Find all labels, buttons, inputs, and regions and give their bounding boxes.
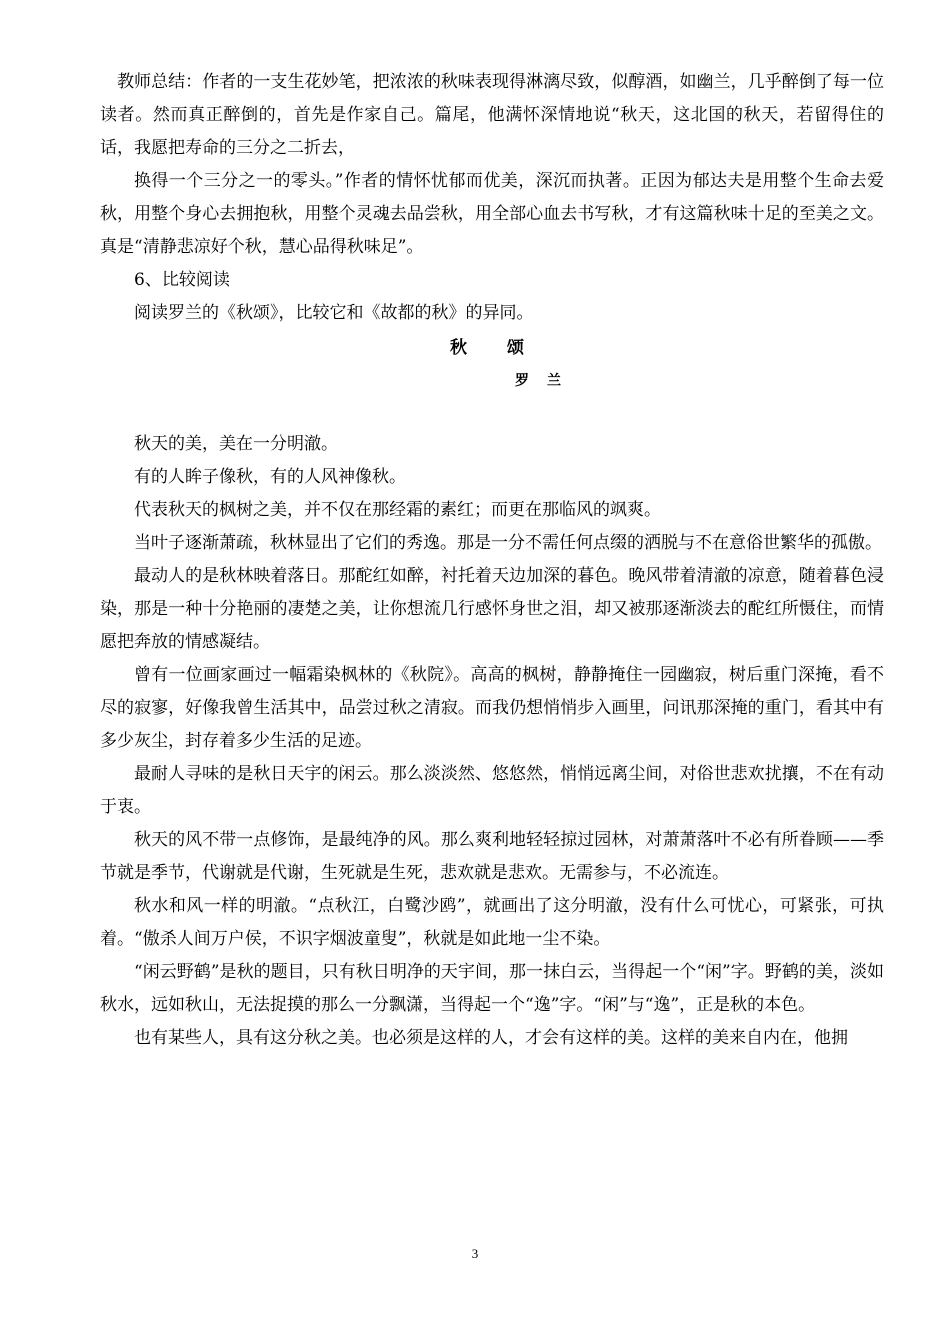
poem-paragraph: 代表秋天的枫树之美，并不仅在那经霜的素红；而更在那临风的飒爽。 <box>134 500 661 520</box>
poem-paragraph: “闲云野鹤”是秋的题目，只有秋日明净的天宇间，那一抹白云，当得起一个“闲”字。野鹤的美，淡如秋水，远如秋山，无法捉摸的那么一分飘潇，当得起一个“逸”字。“闲”与“逸”，正是秋的本色。 <box>100 962 884 1015</box>
poem-paragraph: 秋天的美，美在一分明澈。 <box>134 434 338 454</box>
poem-paragraph: 最动人的是秋林映着落日。那酡红如醉，衬托着天边加深的暮色。晚风带着清澈的凉意，随着暮色浸染，那是一种十分艳丽的凄楚之美，让你想流几行感怀身世之泪，却又被那逐渐淡去的酡红所慑住，而情愿把奔放的情感凝结。 <box>100 566 884 652</box>
section-heading: 6、比较阅读 <box>134 270 230 290</box>
poem-title: 秋颂 <box>450 338 564 358</box>
poem-paragraph: 秋天的风不带一点修饰，是最纯净的风。那么爽利地轻轻掠过园林，对萧萧落叶不必有所眷顾——季节就是季节，代谢就是代谢，生死就是生死，悲欢就是悲欢。无需参与，不必流连。 <box>100 830 884 883</box>
teacher-summary-continuation: 换得一个三分之一的零头。”作者的情怀忧郁而优美，深沉而执著。正因为郁达夫是用整个生命去爱秋，用整个身心去拥抱秋，用整个灵魂去品尝秋，用全部心血去书写秋，才有这篇秋味十足的至美之文。真是“清静悲凉好个秋，慧心品得秋味足”。 <box>100 171 884 257</box>
poem-author: 罗兰 <box>515 373 579 389</box>
poem-paragraph: 曾有一位画家画过一幅霜染枫林的《秋院》。高高的枫树，静静掩住一园幽寂，树后重门深掩，看不尽的寂寥，好像我曾生活其中，品尝过秋之清寂。而我仍想悄悄步入画里，问讯那深掩的重门，看其中有多少灰尘，封存着多少生活的足迹。 <box>100 665 884 751</box>
poem-paragraph: 最耐人寻味的是秋日天宇的闲云。那么淡淡然、悠悠然，悄悄远离尘间，对俗世悲欢扰攘，不在有动于衷。 <box>100 764 884 817</box>
page-number: 3 <box>471 1246 479 1261</box>
poem-paragraph: 有的人眸子像秋，有的人风神像秋。 <box>134 467 406 487</box>
teacher-summary-paragraph: 教师总结：作者的一支生花妙笔，把浓浓的秋味表现得淋漓尽致，似醇酒，如幽兰，几乎醉倒了每一位读者。然而真正醉倒的，首先是作家自己。篇尾，他满怀深情地说“秋天，这北国的秋天，若留得住的话，我愿把寿命的三分之二折去， <box>100 72 884 158</box>
poem-paragraph: 当叶子逐渐萧疏，秋林显出了它们的秀逸。那是一分不需任何点缀的洒脱与不在意俗世繁华的孤傲。 <box>134 533 882 553</box>
poem-paragraph: 秋水和风一样的明澈。“点秋江，白鹭沙鸥”，就画出了这分明澈，没有什么可忧心，可紧张，可执着。“傲杀人间万户侯，不识字烟波童叟”，秋就是如此地一尘不染。 <box>100 896 884 949</box>
document-body <box>100 66 884 1055</box>
poem-paragraph: 也有某些人，具有这分秋之美。也必须是这样的人，才会有这样的美。这样的美来自内在，他拥 <box>134 1028 848 1048</box>
section-instruction: 阅读罗兰的《秋颂》，比较它和《故都的秋》的异同。 <box>134 303 534 323</box>
